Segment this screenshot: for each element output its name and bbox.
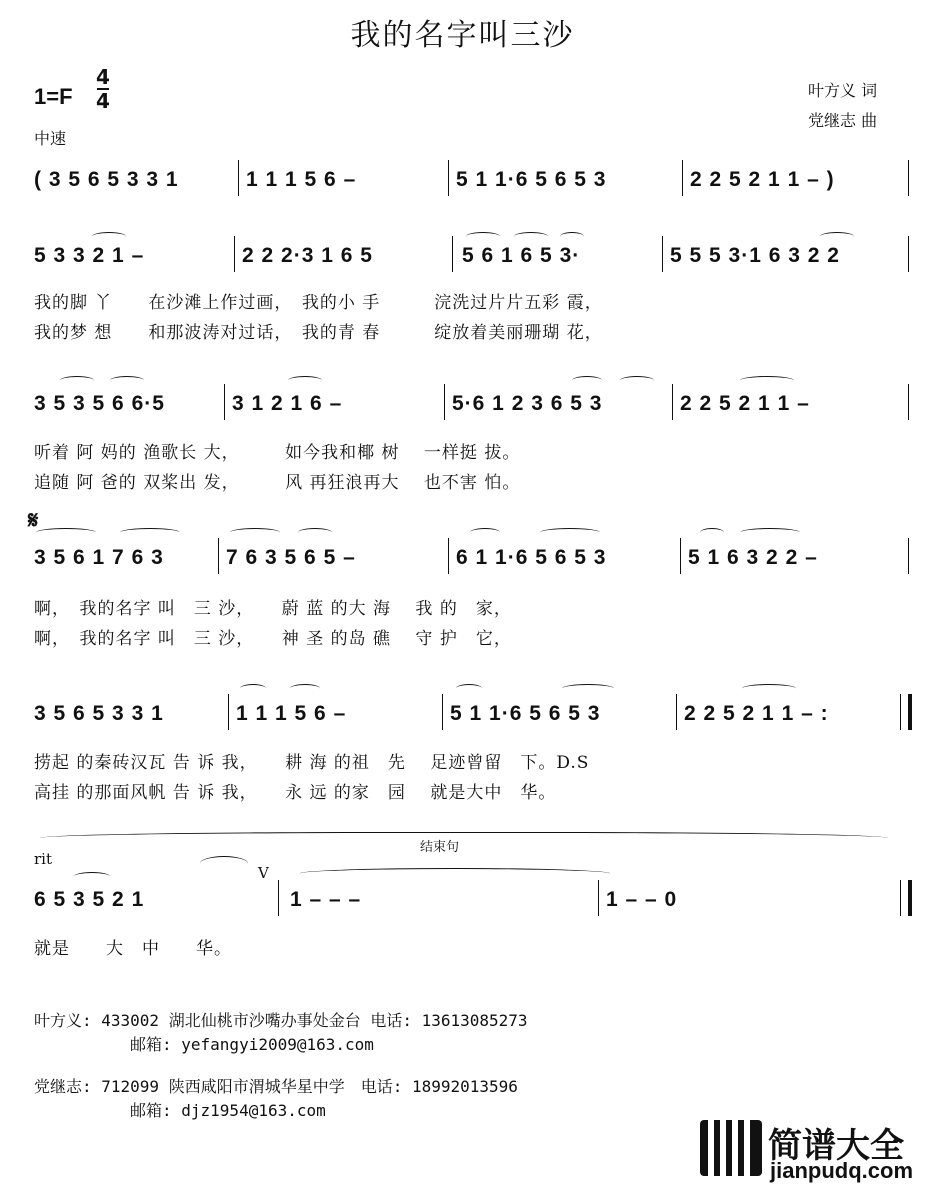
- time-signature: [96, 65, 110, 113]
- lyric-line-1: 我的脚 丫 在沙滩上作过画， 我的小 手 浣洗过片片五彩 霞，: [34, 293, 603, 313]
- lyric-line-2: 啊， 我的名字 叫 三 沙， 神 圣 的岛 礁 守 护 它，: [34, 629, 512, 649]
- lyric-line-1: 捞起 的秦砖汉瓦 告 诉 我， 耕 海 的祖 先 足迹曾留 下。D.S: [34, 753, 590, 773]
- contact-lyricist-email: 邮箱: yefangyi2009@163.com: [130, 1035, 374, 1054]
- measure: 5 1 1·6 5 6 5 3: [450, 702, 601, 725]
- piano-keys-icon: [700, 1120, 762, 1176]
- measure: 6 1 1·6 5 6 5 3: [456, 546, 607, 569]
- ending-label: 结束句: [420, 840, 460, 855]
- rit-marking: rit: [34, 850, 52, 868]
- time-signature-bottom: 4: [96, 89, 110, 113]
- measure: 5 6 1 6 5 3·: [462, 244, 581, 267]
- measure: 5·6 1 2 3 6 5 3: [452, 392, 603, 415]
- lyric-line-1: 听着 阿 妈的 渔歌长 大， 如今我和椰 树 一样挺 拔。: [34, 443, 521, 463]
- measure: ( 3 5 6 5 3 3 1: [34, 168, 179, 191]
- measure: 1 – – –: [290, 888, 362, 911]
- measure: 1 – – 0: [606, 888, 678, 911]
- measure: 3 5 6 1 7 6 3: [34, 546, 164, 569]
- page-title: 我的名字叫三沙: [350, 18, 575, 53]
- site-logo-url: jianpudq.com: [770, 1158, 913, 1183]
- contact-composer: 党继志: 712099 陕西咸阳市渭城华星中学 电话: 18992013596: [34, 1077, 518, 1096]
- measure: 5 1 6 3 2 2 –: [688, 546, 818, 569]
- measure: 5 1 1·6 5 6 5 3: [456, 168, 607, 191]
- lyric-line-1: 就是 大 中 华。: [34, 939, 232, 959]
- measure: 6 5 3 5 2 1: [34, 888, 145, 911]
- measure: 3 1 2 1 6 –: [232, 392, 343, 415]
- lyric-line-2: 我的梦 想 和那波涛对过话， 我的青 春 绽放着美丽珊瑚 花，: [34, 323, 603, 343]
- contact-composer-email: 邮箱: djz1954@163.com: [130, 1101, 326, 1120]
- measure: 5 3 3 2 1 –: [34, 244, 145, 267]
- measure: 1 1 1 5 6 –: [246, 168, 357, 191]
- contact-lyricist: 叶方义: 433002 湖北仙桃市沙嘴办事处金台 电话: 13613085273: [34, 1011, 528, 1030]
- measure: 2 2 5 2 1 1 – :: [684, 702, 829, 725]
- composer-credit: 党继志 曲: [808, 111, 878, 130]
- measure: 7 6 3 5 6 5 –: [226, 546, 356, 569]
- site-logo-text: 简谱大全: [768, 1126, 904, 1166]
- segno-sign: 𝄋: [28, 506, 39, 534]
- lyric-line-1: 啊， 我的名字 叫 三 沙， 蔚 蓝 的大 海 我 的 家，: [34, 599, 512, 619]
- measure: 3 5 6 5 3 3 1: [34, 702, 164, 725]
- tempo-marking: 中速: [34, 129, 67, 148]
- lyric-line-2: 高挂 的那面风帆 告 诉 我， 永 远 的家 园 就是大中 华。: [34, 783, 557, 803]
- breath-mark: V: [258, 864, 269, 882]
- measure: 2 2 5 2 1 1 – ): [690, 168, 835, 191]
- lyricist-credit: 叶方义 词: [808, 81, 878, 100]
- measure: 2 2 5 2 1 1 –: [680, 392, 810, 415]
- time-signature-top: 4: [96, 65, 110, 89]
- measure: 1 1 1 5 6 –: [236, 702, 347, 725]
- key-signature: 1=F: [34, 84, 73, 109]
- measure: 5 5 5 3·1 6 3 2 2: [670, 244, 840, 267]
- measure: 3 5 3 5 6 6·5: [34, 392, 165, 415]
- measure: 2 2 2·3 1 6 5: [242, 244, 373, 267]
- lyric-line-2: 追随 阿 爸的 双桨出 发， 风 再狂浪再大 也不害 怕。: [34, 473, 521, 493]
